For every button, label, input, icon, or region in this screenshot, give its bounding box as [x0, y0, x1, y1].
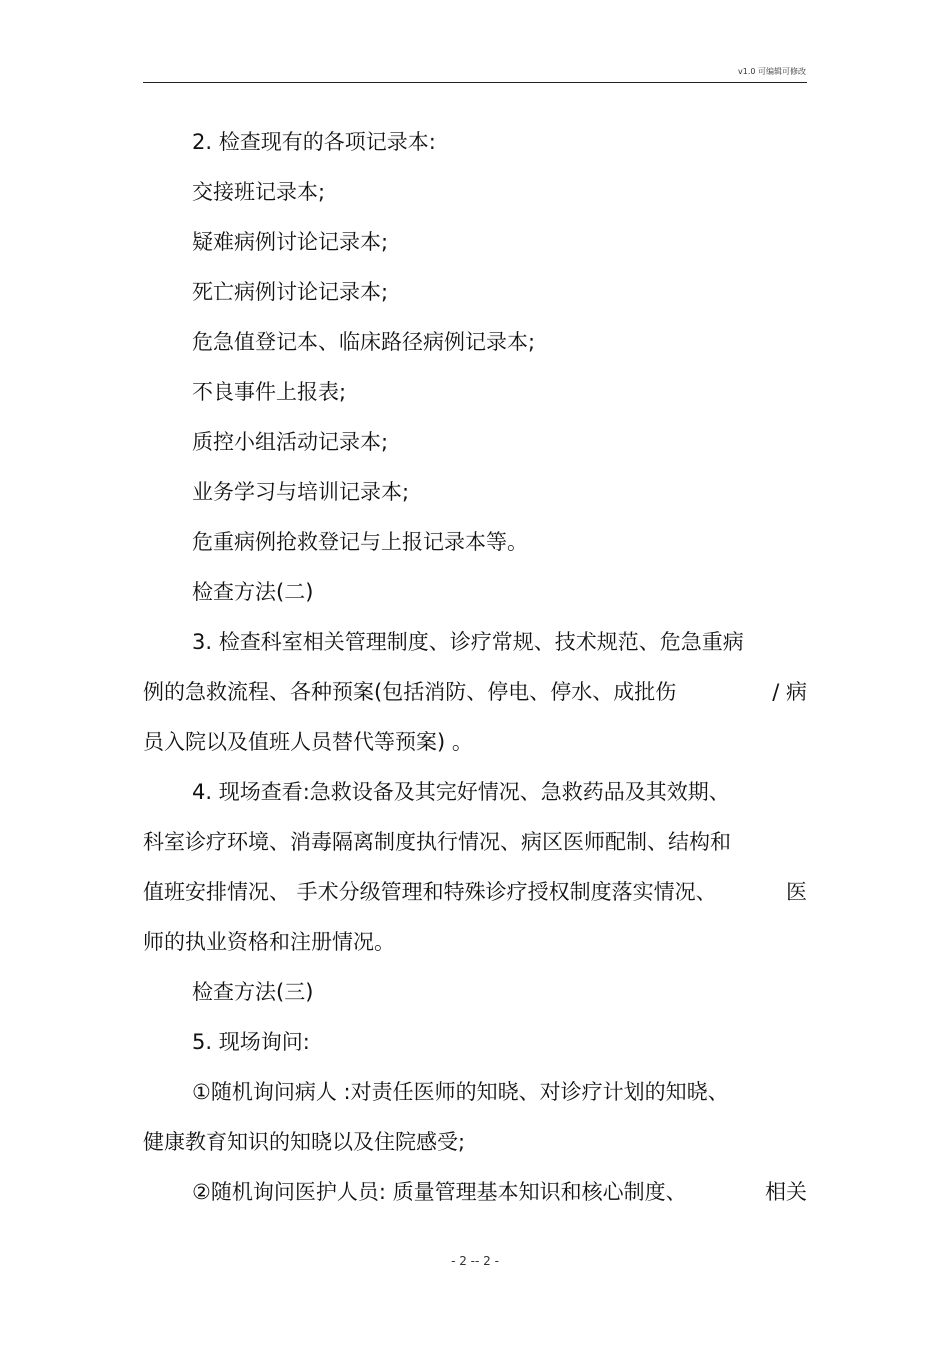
text-line-20: ①随机询问病人 :对责任医师的知晓、对诊疗计划的知晓、: [192, 1080, 729, 1104]
text-line-16: [143, 878, 807, 906]
text-line-8: 业务学习与培训记录本;: [192, 480, 410, 504]
text-line-7: 质控小组活动记录本;: [192, 430, 389, 454]
text-line-12-left: 例的急救流程、各种预案(包括消防、停电、停水、成批伤: [143, 680, 677, 704]
text-line-15: 科室诊疗环境、消毒隔离制度执行情况、病区医师配制、结构和: [143, 830, 731, 854]
text-line-17: 师的执业资格和注册情况。: [143, 930, 395, 954]
section-heading-2: 检查方法(二): [192, 580, 314, 604]
text-line-19: 5. 现场询问:: [192, 1030, 310, 1054]
text-line-4: 死亡病例讨论记录本;: [192, 280, 389, 304]
text-line-6: 不良事件上报表;: [192, 380, 347, 404]
text-line-22-right: 相关: [765, 1180, 807, 1204]
text-line-22-left: ②随机询问医护人员: 质量管理基本知识和核心制度、: [192, 1180, 687, 1204]
text-line-12: [143, 678, 807, 706]
text-line-13: 员入院以及值班人员替代等预案) 。: [143, 730, 473, 754]
text-line-9: 危重病例抢救登记与上报记录本等。: [192, 530, 528, 554]
page-number: - 2 -- 2 -: [451, 1254, 499, 1268]
header-rule: [143, 82, 807, 83]
text-line-11: 3. 检查科室相关管理制度、诊疗常规、技术规范、危急重病: [192, 630, 744, 654]
text-line-5: 危急值登记本、临床路径病例记录本;: [192, 330, 536, 354]
text-line-12-right: / 病: [772, 680, 807, 704]
text-line-3: 疑难病例讨论记录本;: [192, 230, 389, 254]
text-line-22: [192, 1178, 807, 1206]
header-note: v1.0 可编辑可修改: [738, 67, 806, 76]
text-line-21: 健康教育知识的知晓以及住院感受;: [143, 1130, 466, 1154]
text-line-2: 交接班记录本;: [192, 180, 326, 204]
text-line-14: 4. 现场查看:急救设备及其完好情况、急救药品及其效期、: [192, 780, 730, 804]
text-line-16-right: 医: [786, 880, 807, 904]
text-line-1: 2. 检查现有的各项记录本:: [192, 130, 436, 154]
section-heading-3: 检查方法(三): [192, 980, 314, 1004]
text-line-16-left: 值班安排情况、 手术分级管理和特殊诊疗授权制度落实情况、: [143, 880, 717, 904]
